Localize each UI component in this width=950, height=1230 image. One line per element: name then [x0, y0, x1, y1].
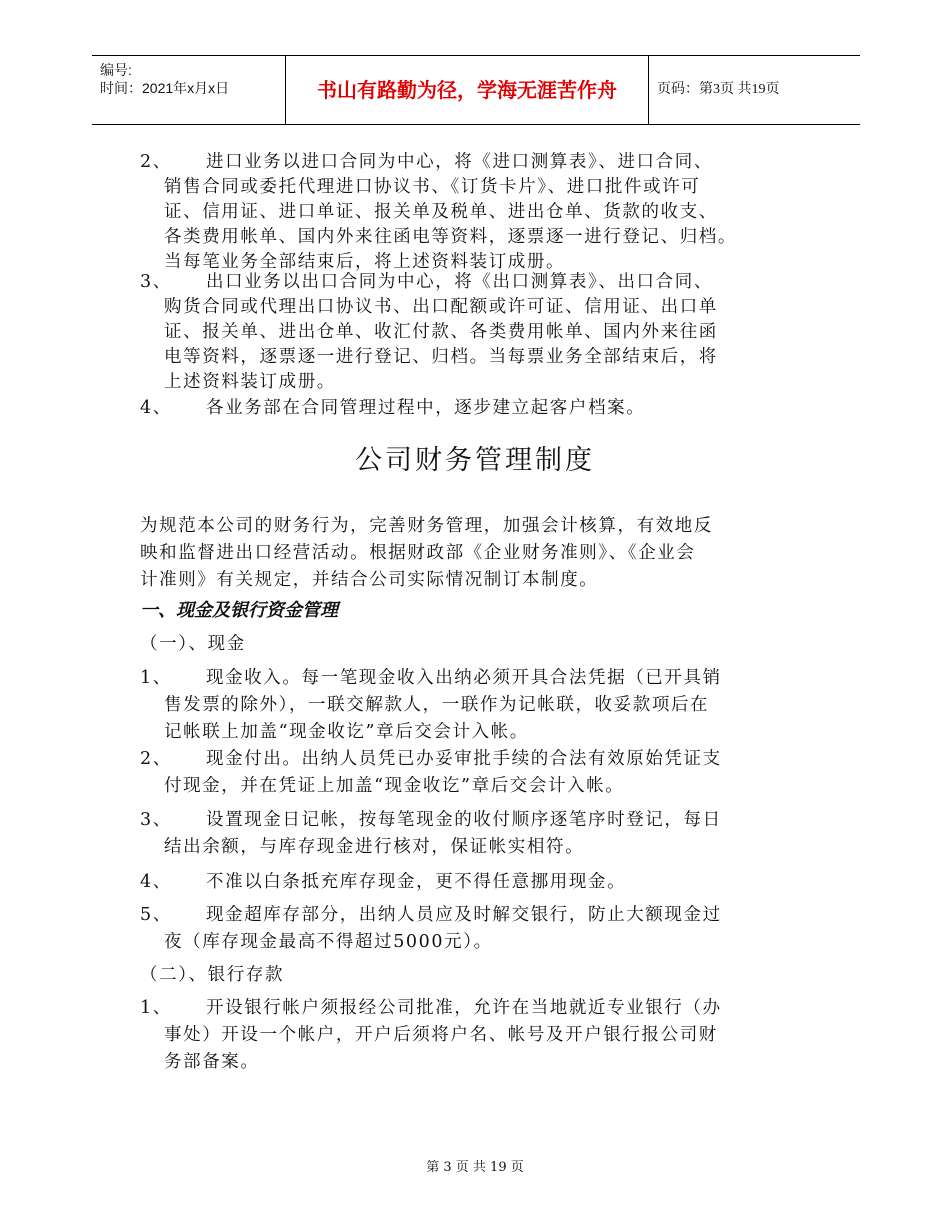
item-number: 2、 — [140, 152, 172, 172]
item-line: 记帐联上加盖“现金收讫”章后交会计入帐。 — [164, 722, 529, 742]
intro-line: 为规范本公司的财务行为，完善财务管理，加强会计核算，有效地反 — [140, 516, 713, 536]
item-number: 2、 — [140, 749, 172, 769]
item-line: 不准以白条抵充库存现金，更不得任意挪用现金。 — [206, 872, 627, 892]
page-footer: 第 3 页 共 19 页 — [426, 1160, 524, 1175]
header-page-info: 页码：第3页 共19页 — [657, 82, 780, 97]
item-line: 设置现金日记帐，按每笔现金的收付顺序逐笔序时登记，每日 — [206, 810, 722, 830]
item-line: 现金付出。出纳人员凭已办妥审批手续的合法有效原始凭证支 — [206, 749, 722, 769]
item-line: 购货合同或代理出口协议书、出口配额或许可证、信用证、出口单 — [164, 297, 718, 317]
header-meta — [92, 56, 286, 124]
item-line: 证、报关单、进出仓单、收汇付款、各类费用帐单、国内外来往函 — [164, 322, 718, 342]
item-line: 当每笔业务全部结束后，将上述资料装订成册。 — [164, 252, 566, 272]
item-line: 电等资料，逐票逐一进行登记、归档。当每票业务全部结束后，将 — [164, 347, 718, 367]
header-motto: 书山有路勤为径，学海无涯苦作舟 — [286, 56, 649, 124]
item-number: 1、 — [140, 668, 172, 688]
item-line: 现金超库存部分，出纳人员应及时解交银行，防止大额现金过 — [206, 905, 722, 925]
item-number: 1、 — [140, 998, 172, 1018]
item-number: 4、 — [140, 872, 172, 892]
intro-line: 映和监督进出口经营活动。根据财政部《企业财务准则》、《企业会 — [140, 543, 696, 563]
item-line: 夜（库存现金最高不得超过5000元）。 — [164, 932, 493, 952]
item-line: 证、信用证、进口单证、报关单及税单、进出仓单、货款的收支、 — [164, 202, 718, 222]
intro-line: 计准则》有关规定，并结合公司实际情况制订本制度。 — [140, 570, 599, 590]
number-label: 编号: — [100, 62, 132, 78]
page-header — [92, 55, 860, 125]
item-line: 事处）开设一个帐户，开户后须将户名、帐号及开户银行报公司财 — [164, 1025, 718, 1045]
item-line: 务部备案。 — [164, 1052, 260, 1072]
item-line: 结出余额，与库存现金进行核对，保证帐实相符。 — [164, 837, 585, 857]
item-number: 3、 — [140, 810, 172, 830]
item-line: 售发票的除外），一联交解款人，一联作为记帐联，收妥款项后在 — [164, 695, 710, 715]
item-number: 3、 — [140, 272, 172, 292]
item-line: 销售合同或委托代理进口协议书、《订货卡片》、进口批件或许可 — [164, 177, 701, 197]
section-heading: 一、现金及银行资金管理 — [140, 600, 338, 621]
item-line: 各类费用帐单、国内外来往函电等资料，逐票逐一进行登记、归档。 — [164, 227, 737, 247]
item-number: 5、 — [140, 905, 172, 925]
item-line: 各业务部在合同管理过程中，逐步建立起客户档案。 — [206, 398, 646, 418]
item-line: 现金收入。每一笔现金收入出纳必须开具合法凭据（已开具销 — [206, 668, 722, 688]
page-title: 公司财务管理制度 — [355, 445, 595, 476]
item-line: 出口业务以出口合同为中心，将《出口测算表》、出口合同、 — [206, 272, 713, 292]
time-label: 时间：2021年x月x日 — [100, 80, 230, 96]
item-line: 付现金，并在凭证上加盖“现金收讫”章后交会计入帐。 — [164, 776, 625, 796]
subsection-heading: （一）、现金 — [140, 634, 246, 654]
item-line: 上述资料装订成册。 — [164, 372, 336, 392]
item-line: 进口业务以进口合同为中心，将《进口测算表》、进口合同、 — [206, 152, 713, 172]
item-line: 开设银行帐户须报经公司批准，允许在当地就近专业银行（办 — [206, 998, 722, 1018]
item-number: 4、 — [140, 398, 172, 418]
subsection-heading: （二）、银行存款 — [140, 965, 285, 985]
